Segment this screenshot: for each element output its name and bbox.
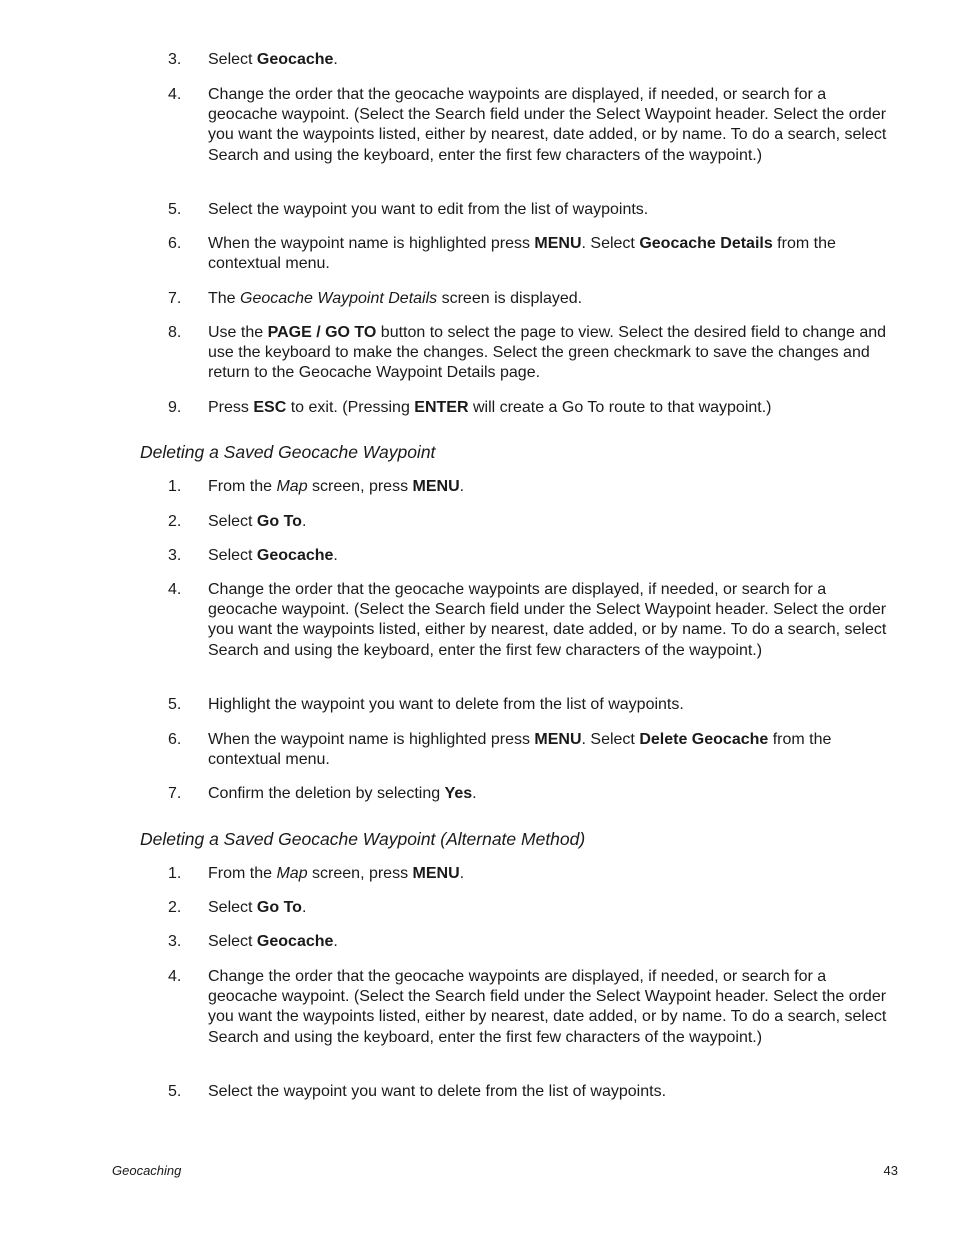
step-text <box>208 512 894 532</box>
bold-term: ESC <box>253 399 287 416</box>
step-text <box>208 234 894 274</box>
step-text <box>208 580 894 661</box>
step-text <box>208 730 894 770</box>
text-run: will create a Go To route to that waypoint.) <box>468 399 772 416</box>
bold-term: Delete Geocache <box>639 731 769 748</box>
step-number: 5. <box>168 1083 182 1100</box>
step-text <box>208 967 894 1048</box>
text-run: Use the <box>208 324 268 341</box>
step-text <box>208 477 894 497</box>
step-number: 3. <box>168 51 182 68</box>
bold-term: MENU <box>534 235 582 252</box>
step-number: 3. <box>168 547 182 564</box>
bold-term: Geocache <box>256 933 334 950</box>
bold-term: MENU <box>534 731 582 748</box>
bold-term: PAGE / GO TO <box>267 324 377 341</box>
step-number: 1. <box>168 478 182 495</box>
text-run: screen is displayed. <box>437 290 583 307</box>
list-item <box>168 289 894 309</box>
text-run: . Select <box>581 731 640 748</box>
bold-term: Geocache Details <box>639 235 773 252</box>
step-number: 7. <box>168 290 182 307</box>
step-text <box>208 398 894 418</box>
bold-term: Go To <box>256 899 302 916</box>
list-item <box>168 50 894 70</box>
text-run: Select the waypoint you want to edit from the list of waypoints. <box>208 201 649 218</box>
list-item <box>168 1082 894 1102</box>
step-number: 9. <box>168 399 182 416</box>
list-item <box>168 784 894 804</box>
text-run: from the contextual menu. <box>208 731 832 769</box>
text-run: Select <box>208 513 257 530</box>
text-run: . <box>459 478 465 495</box>
text-run: Select <box>208 51 257 68</box>
text-run: . Select <box>581 235 640 252</box>
bold-term: Geocache <box>256 51 334 68</box>
list-item <box>168 85 894 166</box>
step-text <box>208 323 894 384</box>
text-run: . <box>301 513 307 530</box>
text-run: screen, press <box>307 478 413 495</box>
footer-section-name: Geocaching <box>112 1163 182 1178</box>
step-text <box>208 898 894 918</box>
list-item <box>168 864 894 884</box>
step-text <box>208 864 894 884</box>
footer-page-number: 43 <box>883 1163 898 1178</box>
step-number: 4. <box>168 86 182 103</box>
bold-term: Go To <box>256 513 302 530</box>
step-number: 4. <box>168 968 182 985</box>
step-number: 3. <box>168 933 182 950</box>
list-item <box>168 580 894 661</box>
text-run: . <box>333 933 338 950</box>
bold-term: ENTER <box>414 399 469 416</box>
list-item <box>168 967 894 1048</box>
list-item <box>168 546 894 566</box>
italic-term: Map <box>276 478 308 495</box>
text-run: screen, press <box>307 865 413 882</box>
text-run: Change the order that the geocache waypoints are displayed, if needed, or search for a geocache waypoint. (Select the Search field under the Select Waypoint header. Select the order you want the waypoints listed, either by nearest, date added, or by name. To do a search, select Search and using the keyboard, enter the first few characters of the waypoint.) <box>208 86 887 164</box>
step-text <box>208 50 894 70</box>
text-run: button to select the page to view. Select the desired field to change and use the keyboard to make the changes. Select the green checkmark to save the changes and return to the Geocache Waypoint Details page. <box>208 324 887 382</box>
text-run: Highlight the waypoint you want to delete from the list of waypoints. <box>208 696 684 713</box>
text-run: to exit. (Pressing <box>286 399 415 416</box>
text-run: . <box>333 547 338 564</box>
step-text <box>208 932 894 952</box>
text-run: . <box>333 51 338 68</box>
text-run: Change the order that the geocache waypoints are displayed, if needed, or search for a geocache waypoint. (Select the Search field under the Select Waypoint header. Select the order you want the waypoints listed, either by nearest, date added, or by name. To do a search, select Search and using the keyboard, enter the first few characters of the waypoint.) <box>208 968 887 1046</box>
step-number: 1. <box>168 865 182 882</box>
text-run: When the waypoint name is highlighted press <box>208 731 535 748</box>
step-text <box>208 784 894 804</box>
step-number: 2. <box>168 513 182 530</box>
step-number: 6. <box>168 731 182 748</box>
text-run: . <box>301 899 307 916</box>
text-run: . <box>472 785 477 802</box>
text-run: Select <box>208 547 257 564</box>
step-number: 6. <box>168 235 182 252</box>
text-run: Change the order that the geocache waypoints are displayed, if needed, or search for a geocache waypoint. (Select the Search field under the Select Waypoint header. Select the order you want the waypoints listed, either by nearest, date added, or by name. To do a search, select Search and using the keyboard, enter the first few characters of the waypoint.) <box>208 581 887 659</box>
step-number: 2. <box>168 899 182 916</box>
bold-term: Geocache <box>256 547 334 564</box>
text-run: Select the waypoint you want to delete from the list of waypoints. <box>208 1083 667 1100</box>
text-run: The <box>208 290 241 307</box>
step-text <box>208 200 894 220</box>
list-item <box>168 730 894 770</box>
step-text <box>208 289 894 309</box>
section-heading-delete-alternate: Deleting a Saved Geocache Waypoint (Alternate Method) <box>140 829 586 849</box>
list-item <box>168 398 894 418</box>
text-run: from the contextual menu. <box>208 235 836 273</box>
text-run: When the waypoint name is highlighted press <box>208 235 535 252</box>
text-run: Select <box>208 899 257 916</box>
step-text <box>208 1082 894 1102</box>
text-run: From the <box>208 865 277 882</box>
step-number: 4. <box>168 581 182 598</box>
list-item <box>168 200 894 220</box>
list-item <box>168 932 894 952</box>
bold-term: MENU <box>412 865 460 882</box>
step-text <box>208 546 894 566</box>
list-item <box>168 234 894 274</box>
text-run: Press <box>208 399 254 416</box>
step-number: 5. <box>168 696 182 713</box>
step-number: 8. <box>168 324 182 341</box>
step-number: 7. <box>168 785 182 802</box>
list-item <box>168 477 894 497</box>
step-text <box>208 695 894 715</box>
section-heading-delete: Deleting a Saved Geocache Waypoint <box>140 442 436 462</box>
list-item <box>168 512 894 532</box>
bold-term: MENU <box>412 478 460 495</box>
step-number: 5. <box>168 201 182 218</box>
text-run: Confirm the deletion by selecting <box>208 785 445 802</box>
text-run: From the <box>208 478 277 495</box>
list-item <box>168 323 894 384</box>
text-run: . <box>459 865 465 882</box>
list-item <box>168 898 894 918</box>
italic-term: Geocache Waypoint Details <box>240 290 438 307</box>
text-run: Select <box>208 933 257 950</box>
step-text <box>208 85 894 166</box>
bold-term: Yes <box>444 785 473 802</box>
italic-term: Map <box>276 865 308 882</box>
list-item <box>168 695 894 715</box>
